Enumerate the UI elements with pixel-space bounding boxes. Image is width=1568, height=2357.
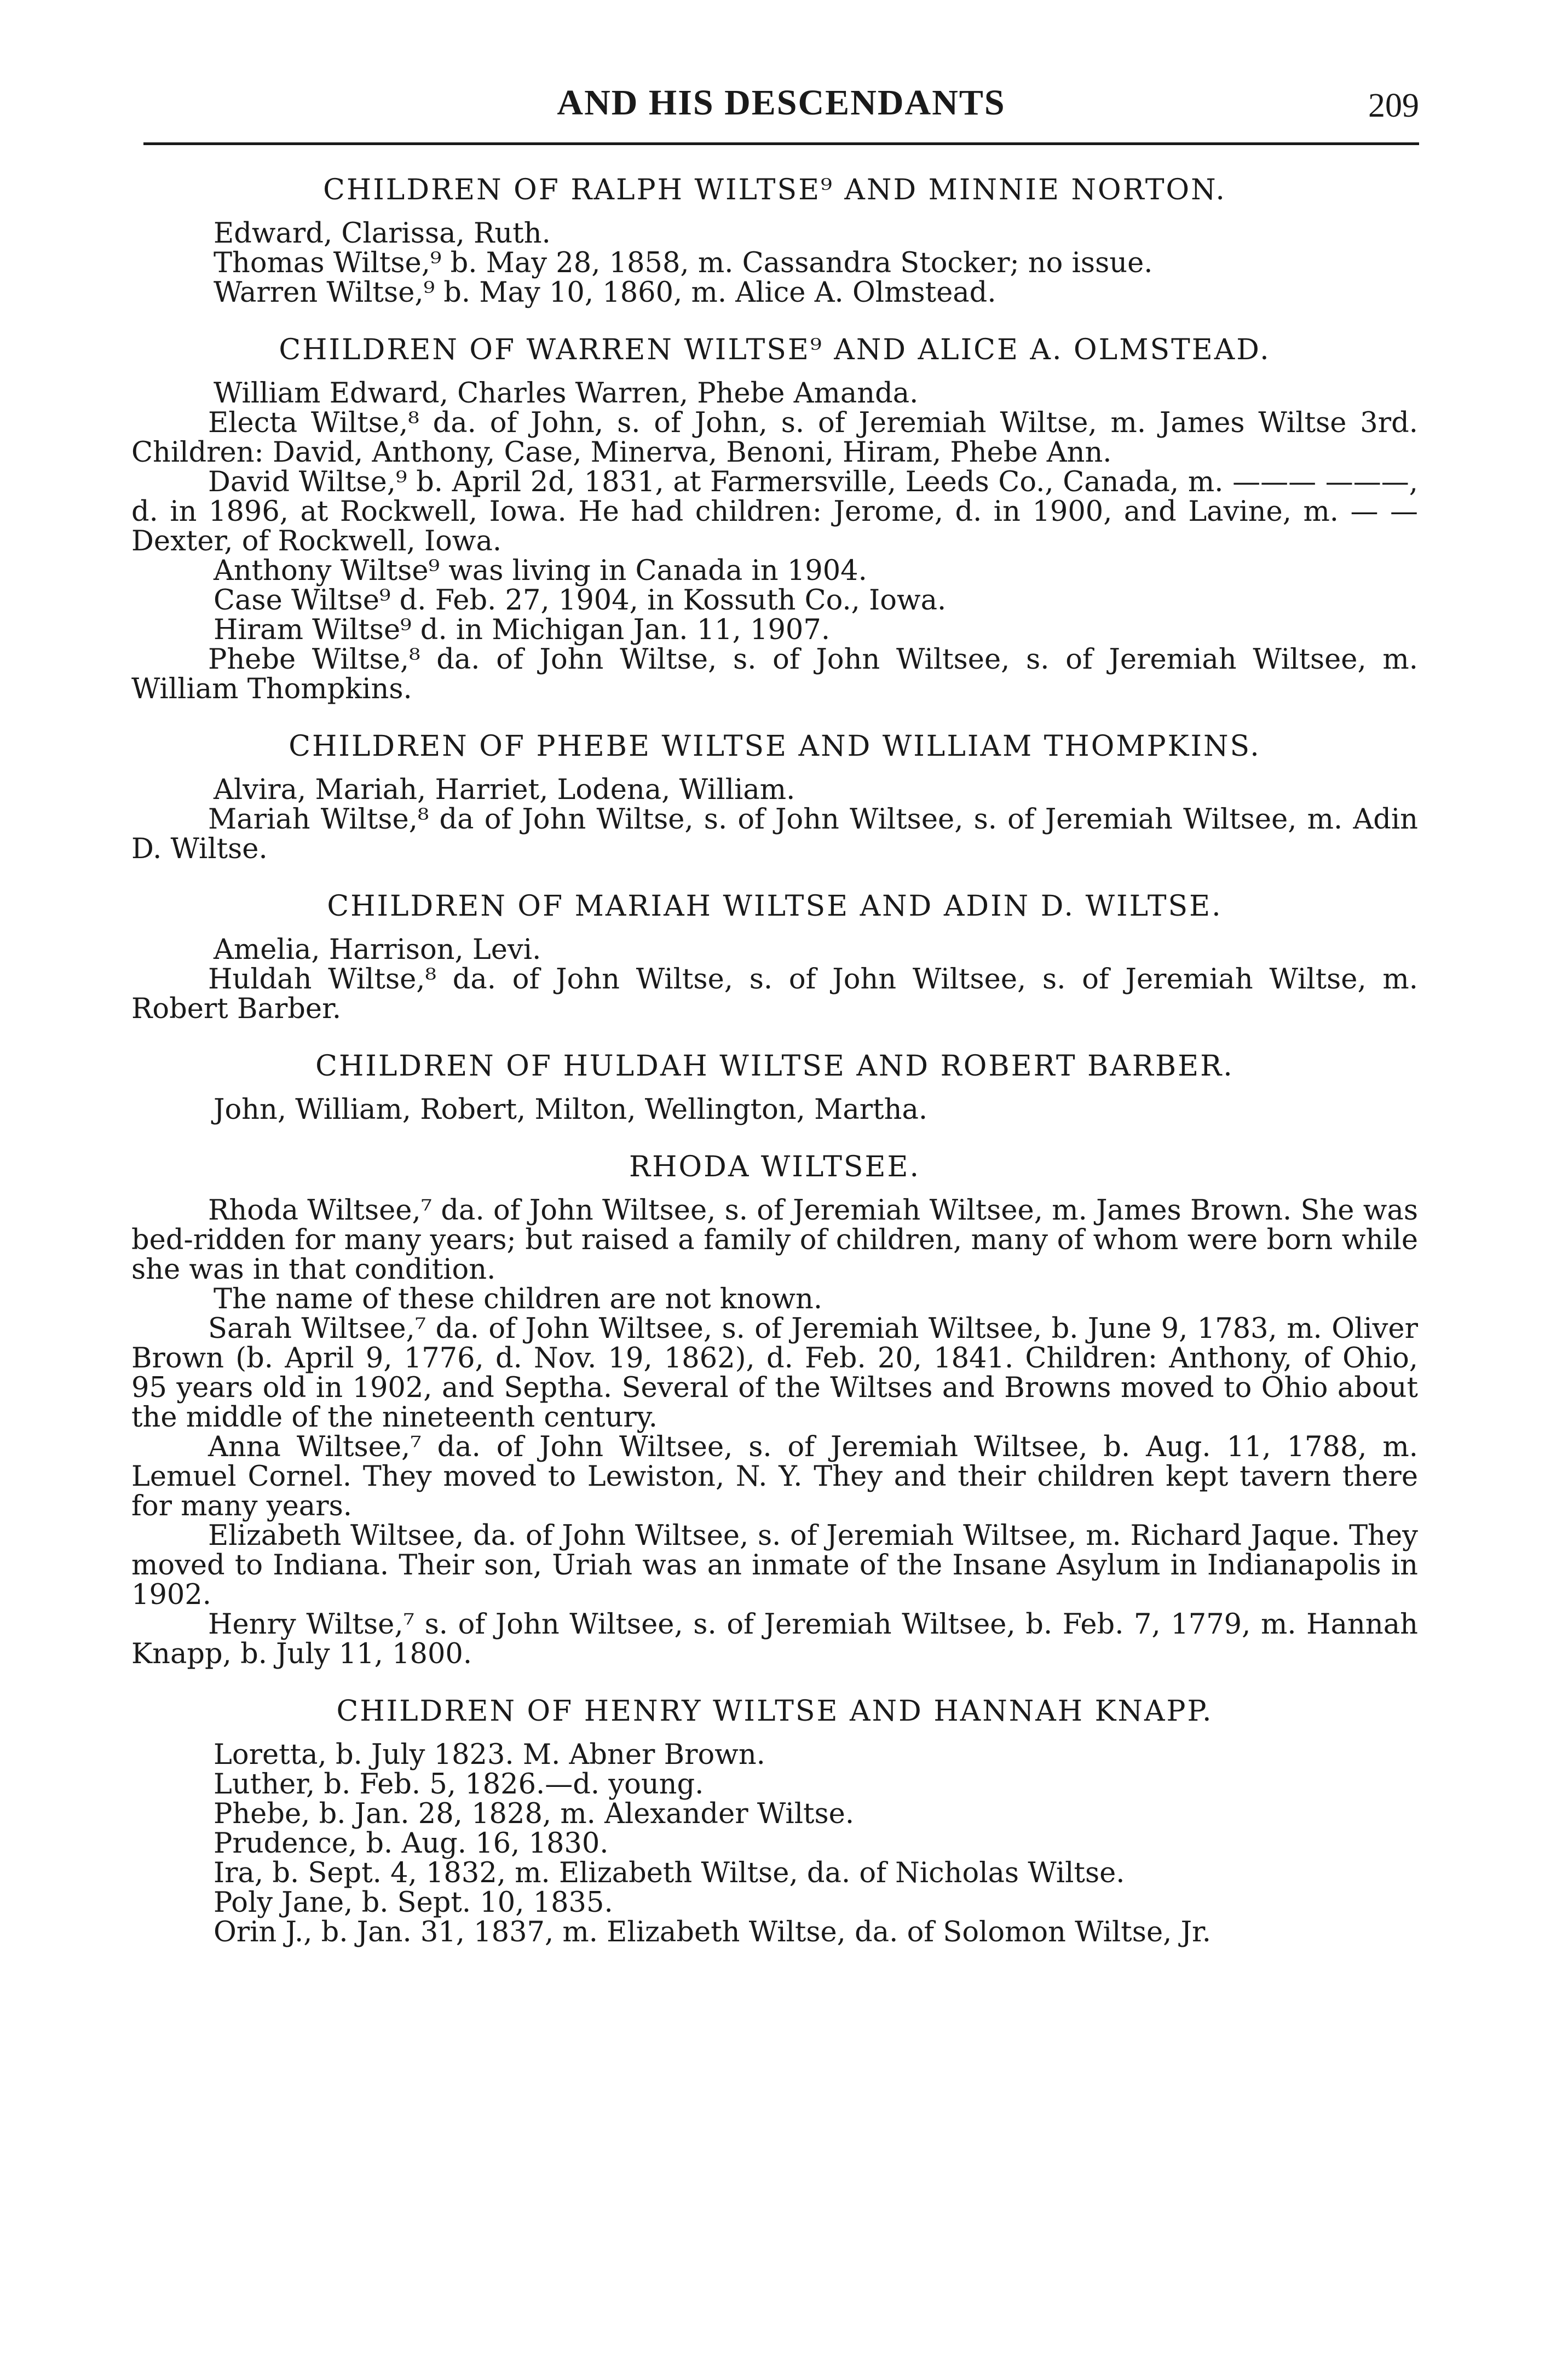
running-header <box>143 82 1419 145</box>
entry-paragraph: Anna Wiltsee,⁷ da. of John Wiltsee, s. of Jeremiah Wiltsee, b. Aug. 11, 1788, m. Lemuel Cornel. They moved to Lewiston, N. Y. They and their children kept tavern there for many years. <box>131 1431 1418 1522</box>
list-item: Luther, b. Feb. 5, 1826.—d. young. <box>214 1768 704 1801</box>
entry-paragraph: Mariah Wiltse,⁸ da of John Wiltse, s. of John Wiltsee, s. of Jeremiah Wiltsee, m. Adin D. Wiltse. <box>131 803 1418 865</box>
children-names: Edward, Clarissa, Ruth. <box>214 217 551 250</box>
entry-paragraph: Thomas Wiltse,⁹ b. May 28, 1858, m. Cassandra Stocker; no issue. <box>214 247 1153 279</box>
section-heading: CHILDREN OF WARREN WILTSE⁹ AND ALICE A. OLMSTEAD. <box>279 334 1271 366</box>
entry-paragraph: Case Wiltse⁹ d. Feb. 27, 1904, in Kossuth Co., Iowa. <box>214 584 947 617</box>
entry-paragraph: Hiram Wiltse⁹ d. in Michigan Jan. 11, 1907. <box>214 614 831 646</box>
section-mariah-adin <box>131 892 1418 1024</box>
page-number: 209 <box>1368 87 1419 124</box>
children-names: William Edward, Charles Warren, Phebe Amanda. <box>214 377 919 410</box>
entry-paragraph: Anthony Wiltse⁹ was living in Canada in 1904. <box>214 555 867 587</box>
section-phebe-william <box>131 732 1418 864</box>
section-heading: RHODA WILTSEE. <box>629 1151 920 1183</box>
list-item: Phebe, b. Jan. 28, 1828, m. Alexander Wiltse. <box>214 1798 855 1830</box>
list-item: Prudence, b. Aug. 16, 1830. <box>214 1827 609 1860</box>
entry-paragraph: David Wiltse,⁹ b. April 2d, 1831, at Farmersville, Leeds Co., Canada, m. ——— ———, d. in 1896, at Rockwell, Iowa. He had children: Jerome, d. in 1900, and Lavine, m. — — Dexter, of Rockwell, Iowa. <box>131 466 1418 557</box>
entry-paragraph: Rhoda Wiltsee,⁷ da. of John Wiltsee, s. of Jeremiah Wiltsee, m. James Brown. She was bed-ridden for many years; but raised a family of children, many of whom were born while she was in that condition. <box>131 1194 1418 1286</box>
entry-paragraph: Huldah Wiltse,⁸ da. of John Wiltse, s. of John Wiltsee, s. of Jeremiah Wiltse, m. Robert Barber. <box>131 963 1418 1025</box>
entry-paragraph: The name of these children are not known. <box>214 1283 823 1315</box>
section-heading: CHILDREN OF HULDAH WILTSE AND ROBERT BARBER. <box>315 1050 1234 1083</box>
entry-paragraph: Phebe Wiltse,⁸ da. of John Wiltse, s. of John Wiltsee, s. of Jeremiah Wiltsee, m. William Thompkins. <box>131 643 1418 705</box>
section-henry-hannah <box>131 1697 1418 1947</box>
section-rhoda-wiltsee <box>131 1152 1418 1669</box>
children-names: Amelia, Harrison, Levi. <box>214 934 541 966</box>
running-title: AND HIS DESCENDANTS <box>557 83 1006 123</box>
section-huldah-robert <box>131 1051 1418 1125</box>
section-heading: CHILDREN OF RALPH WILTSE⁹ AND MINNIE NORTON. <box>323 174 1226 206</box>
list-item: Loretta, b. July 1823. M. Abner Brown. <box>214 1739 765 1771</box>
section-heading: CHILDREN OF MARIAH WILTSE AND ADIN D. WILTSE. <box>327 890 1223 923</box>
section-heading: CHILDREN OF PHEBE WILTSE AND WILLIAM THOMPKINS. <box>289 730 1261 763</box>
children-names: Alvira, Mariah, Harriet, Lodena, William. <box>214 774 795 806</box>
entry-paragraph: Henry Wiltse,⁷ s. of John Wiltsee, s. of Jeremiah Wiltsee, b. Feb. 7, 1779, m. Hannah Knapp, b. July 11, 1800. <box>131 1608 1418 1670</box>
entry-paragraph: Sarah Wiltsee,⁷ da. of John Wiltsee, s. of Jeremiah Wiltsee, b. June 9, 1783, m. Oliver Brown (b. April 9, 1776, d. Nov. 19, 1862), d. Feb. 20, 1841. Children: Anthony, of Ohio, 95 years old in 1902, and Septha. Several of the Wiltses and Browns moved to Ohio about the middle of the nineteenth century. <box>131 1313 1418 1434</box>
entry-paragraph: Warren Wiltse,⁹ b. May 10, 1860, m. Alice A. Olmstead. <box>214 277 996 309</box>
children-names: John, William, Robert, Milton, Wellington, Martha. <box>214 1094 928 1126</box>
section-warren-alice <box>131 335 1418 704</box>
entry-paragraph: Electa Wiltse,⁸ da. of John, s. of John, s. of Jeremiah Wiltse, m. James Wiltse 3rd. Children: David, Anthony, Case, Minerva, Benoni, Hiram, Phebe Ann. <box>131 407 1418 469</box>
section-ralph-minnie <box>131 175 1418 308</box>
page-body <box>131 164 1418 1947</box>
section-heading: CHILDREN OF HENRY WILTSE AND HANNAH KNAPP. <box>336 1695 1213 1728</box>
entry-paragraph: Elizabeth Wiltsee, da. of John Wiltsee, s. of Jeremiah Wiltsee, m. Richard Jaque. They moved to Indiana. Their son, Uriah was an inmate of the Insane Asylum in Indianapolis in 1902. <box>131 1520 1418 1611</box>
list-item: Ira, b. Sept. 4, 1832, m. Elizabeth Wiltse, da. of Nicholas Wiltse. <box>214 1857 1125 1889</box>
list-item: Poly Jane, b. Sept. 10, 1835. <box>214 1887 613 1919</box>
list-item: Orin J., b. Jan. 31, 1837, m. Elizabeth Wiltse, da. of Solomon Wiltse, Jr. <box>214 1916 1212 1948</box>
